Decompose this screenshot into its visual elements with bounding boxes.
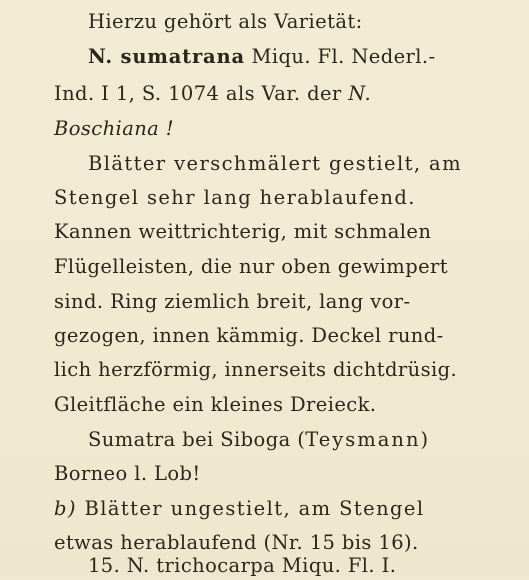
line-12 [54,393,376,417]
collector-name: Teysmann [305,428,421,451]
line-10 [54,324,444,348]
locality-text: Sumatra bei Siboga ( [88,428,306,451]
citation-part-1: Miqu. Fl. Nederl.- [244,45,436,68]
cut-off-line [0,554,529,580]
description-text: Blätter verschmälert gestielt, am [88,152,462,175]
next-entry-partial: 15. N. trichocarpa Miqu. Fl. I. [88,554,397,577]
line-4 [54,117,174,141]
line-3 [54,82,371,106]
citation-part-2: Ind. I 1, S. 1074 als Var. der [54,82,349,105]
line-5 [88,152,462,176]
description-text: Flügelleisten, die nur oben gewimpert [54,255,448,278]
line-1 [88,10,363,34]
line-8 [54,255,448,279]
line-16 [54,531,419,555]
line-13 [88,428,429,452]
description-text: gezogen, innen kämmig. Deckel rund- [54,324,444,347]
genus-abbrev: N. [348,82,372,105]
description-text: etwas herablaufend (Nr. 15 bis 16). [54,531,419,554]
subvariety-marker: b) [54,497,77,520]
line-15 [54,497,425,521]
locality-text: Borneo l. Lob! [54,462,201,485]
line-14 [54,462,201,486]
heading-variety: Hierzu gehört als Varietät: [88,10,363,33]
line-11 [54,358,457,382]
description-text: Stengel sehr lang herablaufend. [54,186,416,209]
description-text: lich herzförmig, innerseits dichtdrüsig. [54,358,458,381]
description-text: Blätter ungestielt, am Stengel [76,497,425,520]
line-6 [54,186,416,210]
species-name: N. sumatrana [88,45,245,68]
description-text: sind. Ring ziemlich breit, lang vor- [54,290,411,313]
line-2 [88,45,436,69]
line-9 [54,290,411,314]
description-text: Gleitfläche ein kleines Dreieck. [54,393,377,416]
description-text: Kannen weittrichterig, mit schmalen [54,220,432,243]
locality-close: ) [420,428,429,451]
species-reference: Boschiana ! [54,117,175,140]
line-7 [54,220,431,244]
